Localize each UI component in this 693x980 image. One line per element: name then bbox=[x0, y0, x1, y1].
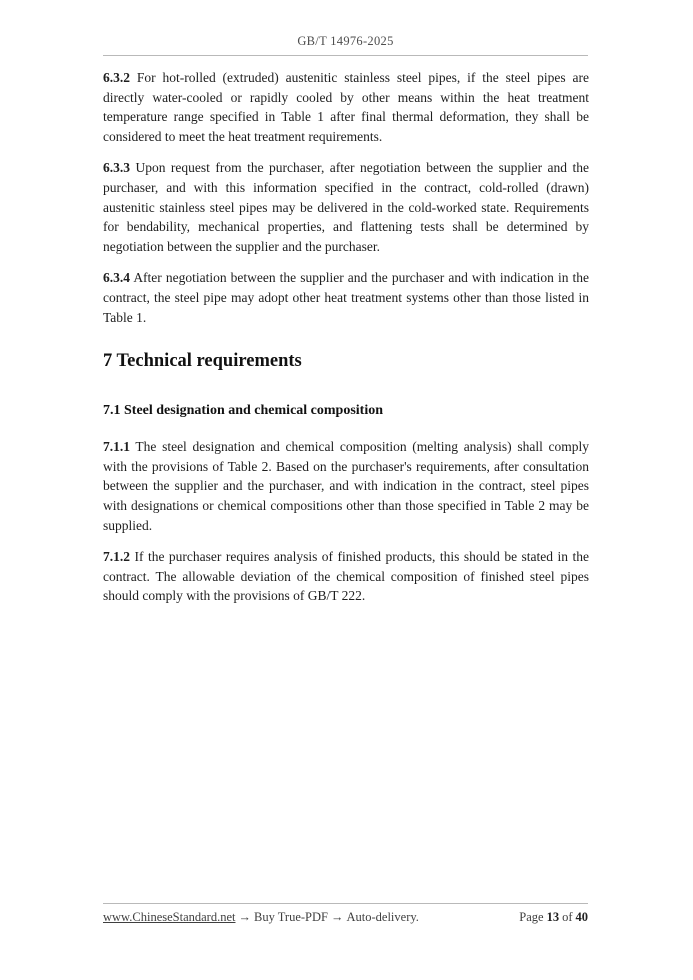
footer-delivery-label: Auto-delivery. bbox=[346, 910, 419, 924]
section-heading: 7 Technical requirements bbox=[103, 351, 302, 372]
footer-site-link[interactable]: www.ChineseStandard.net bbox=[103, 910, 236, 924]
arrow-right-icon: → bbox=[331, 910, 344, 924]
arrow-right-icon: → bbox=[238, 910, 251, 924]
footer-buy-label: Buy True-PDF bbox=[254, 910, 328, 924]
clause-text: After negotiation between the supplier and the purchaser and with indication in the contract, the steel pipe may adopt other heat treatment systems other than those listed in Table 1. bbox=[103, 270, 589, 325]
clause-number: 6.3.4 bbox=[103, 270, 130, 286]
clause-text: If the purchaser requires analysis of finished products, this should be stated in the contract. The allowable deviation of the chemical composition of finished steel pipes should comply with the provisions of GB/T 222. bbox=[103, 549, 589, 604]
header-doc-number: GB/T 14976-2025 bbox=[297, 34, 394, 48]
subsection-heading: 7.1 Steel designation and chemical composition bbox=[103, 403, 384, 419]
page-current: 13 bbox=[546, 910, 560, 924]
clause-text: For hot-rolled (extruded) austenitic stainless steel pipes, if the steel pipes are directly water-cooled or rapidly cooled by other means within the heat treatment temperature range specified in Table 1 after final thermal deformation, they shall be considered to meet the heat treatment requirements. bbox=[103, 70, 589, 144]
clause-number: 7.1.1 bbox=[103, 439, 130, 455]
clause-number: 6.3.2 bbox=[103, 70, 130, 85]
document-body bbox=[103, 68, 589, 618]
paragraph-6-3-3 bbox=[103, 158, 589, 256]
page-indicator bbox=[516, 910, 588, 925]
footer bbox=[103, 910, 588, 925]
paragraph-6-3-4 bbox=[103, 268, 589, 327]
page-total: 40 bbox=[575, 910, 588, 924]
clause-number: 6.3.3 bbox=[103, 160, 130, 176]
of-label: of bbox=[562, 910, 573, 924]
clause-text: Upon request from the purchaser, after negotiation between the supplier and the purchaser, and with this information specified in the contract, cold-rolled (drawn) austenitic stainless steel pipes may be delivered in the cold-worked state. Requirements for bendability, mechanical properties, and flattening tests shall be determined by negotiation between the supplier and the purchaser. bbox=[103, 160, 589, 254]
paragraph-7-1-2 bbox=[103, 547, 589, 606]
page-label: Page bbox=[519, 910, 544, 924]
paragraph-7-1-1 bbox=[103, 437, 589, 535]
clause-text: The steel designation and chemical composition (melting analysis) shall comply with the provisions of Table 2. Based on the purchaser's requirements, after consultation between the supplier and the purchaser, and with indication in the contract, steel pipes with designations or chemical compositions other than those specified in Table 2 may be supplied. bbox=[103, 439, 589, 533]
header-divider bbox=[103, 55, 588, 56]
paragraph-6-3-2 bbox=[103, 68, 589, 146]
clause-number: 7.1.2 bbox=[103, 549, 130, 565]
footer-source-line bbox=[103, 910, 422, 925]
footer-divider bbox=[103, 903, 588, 904]
